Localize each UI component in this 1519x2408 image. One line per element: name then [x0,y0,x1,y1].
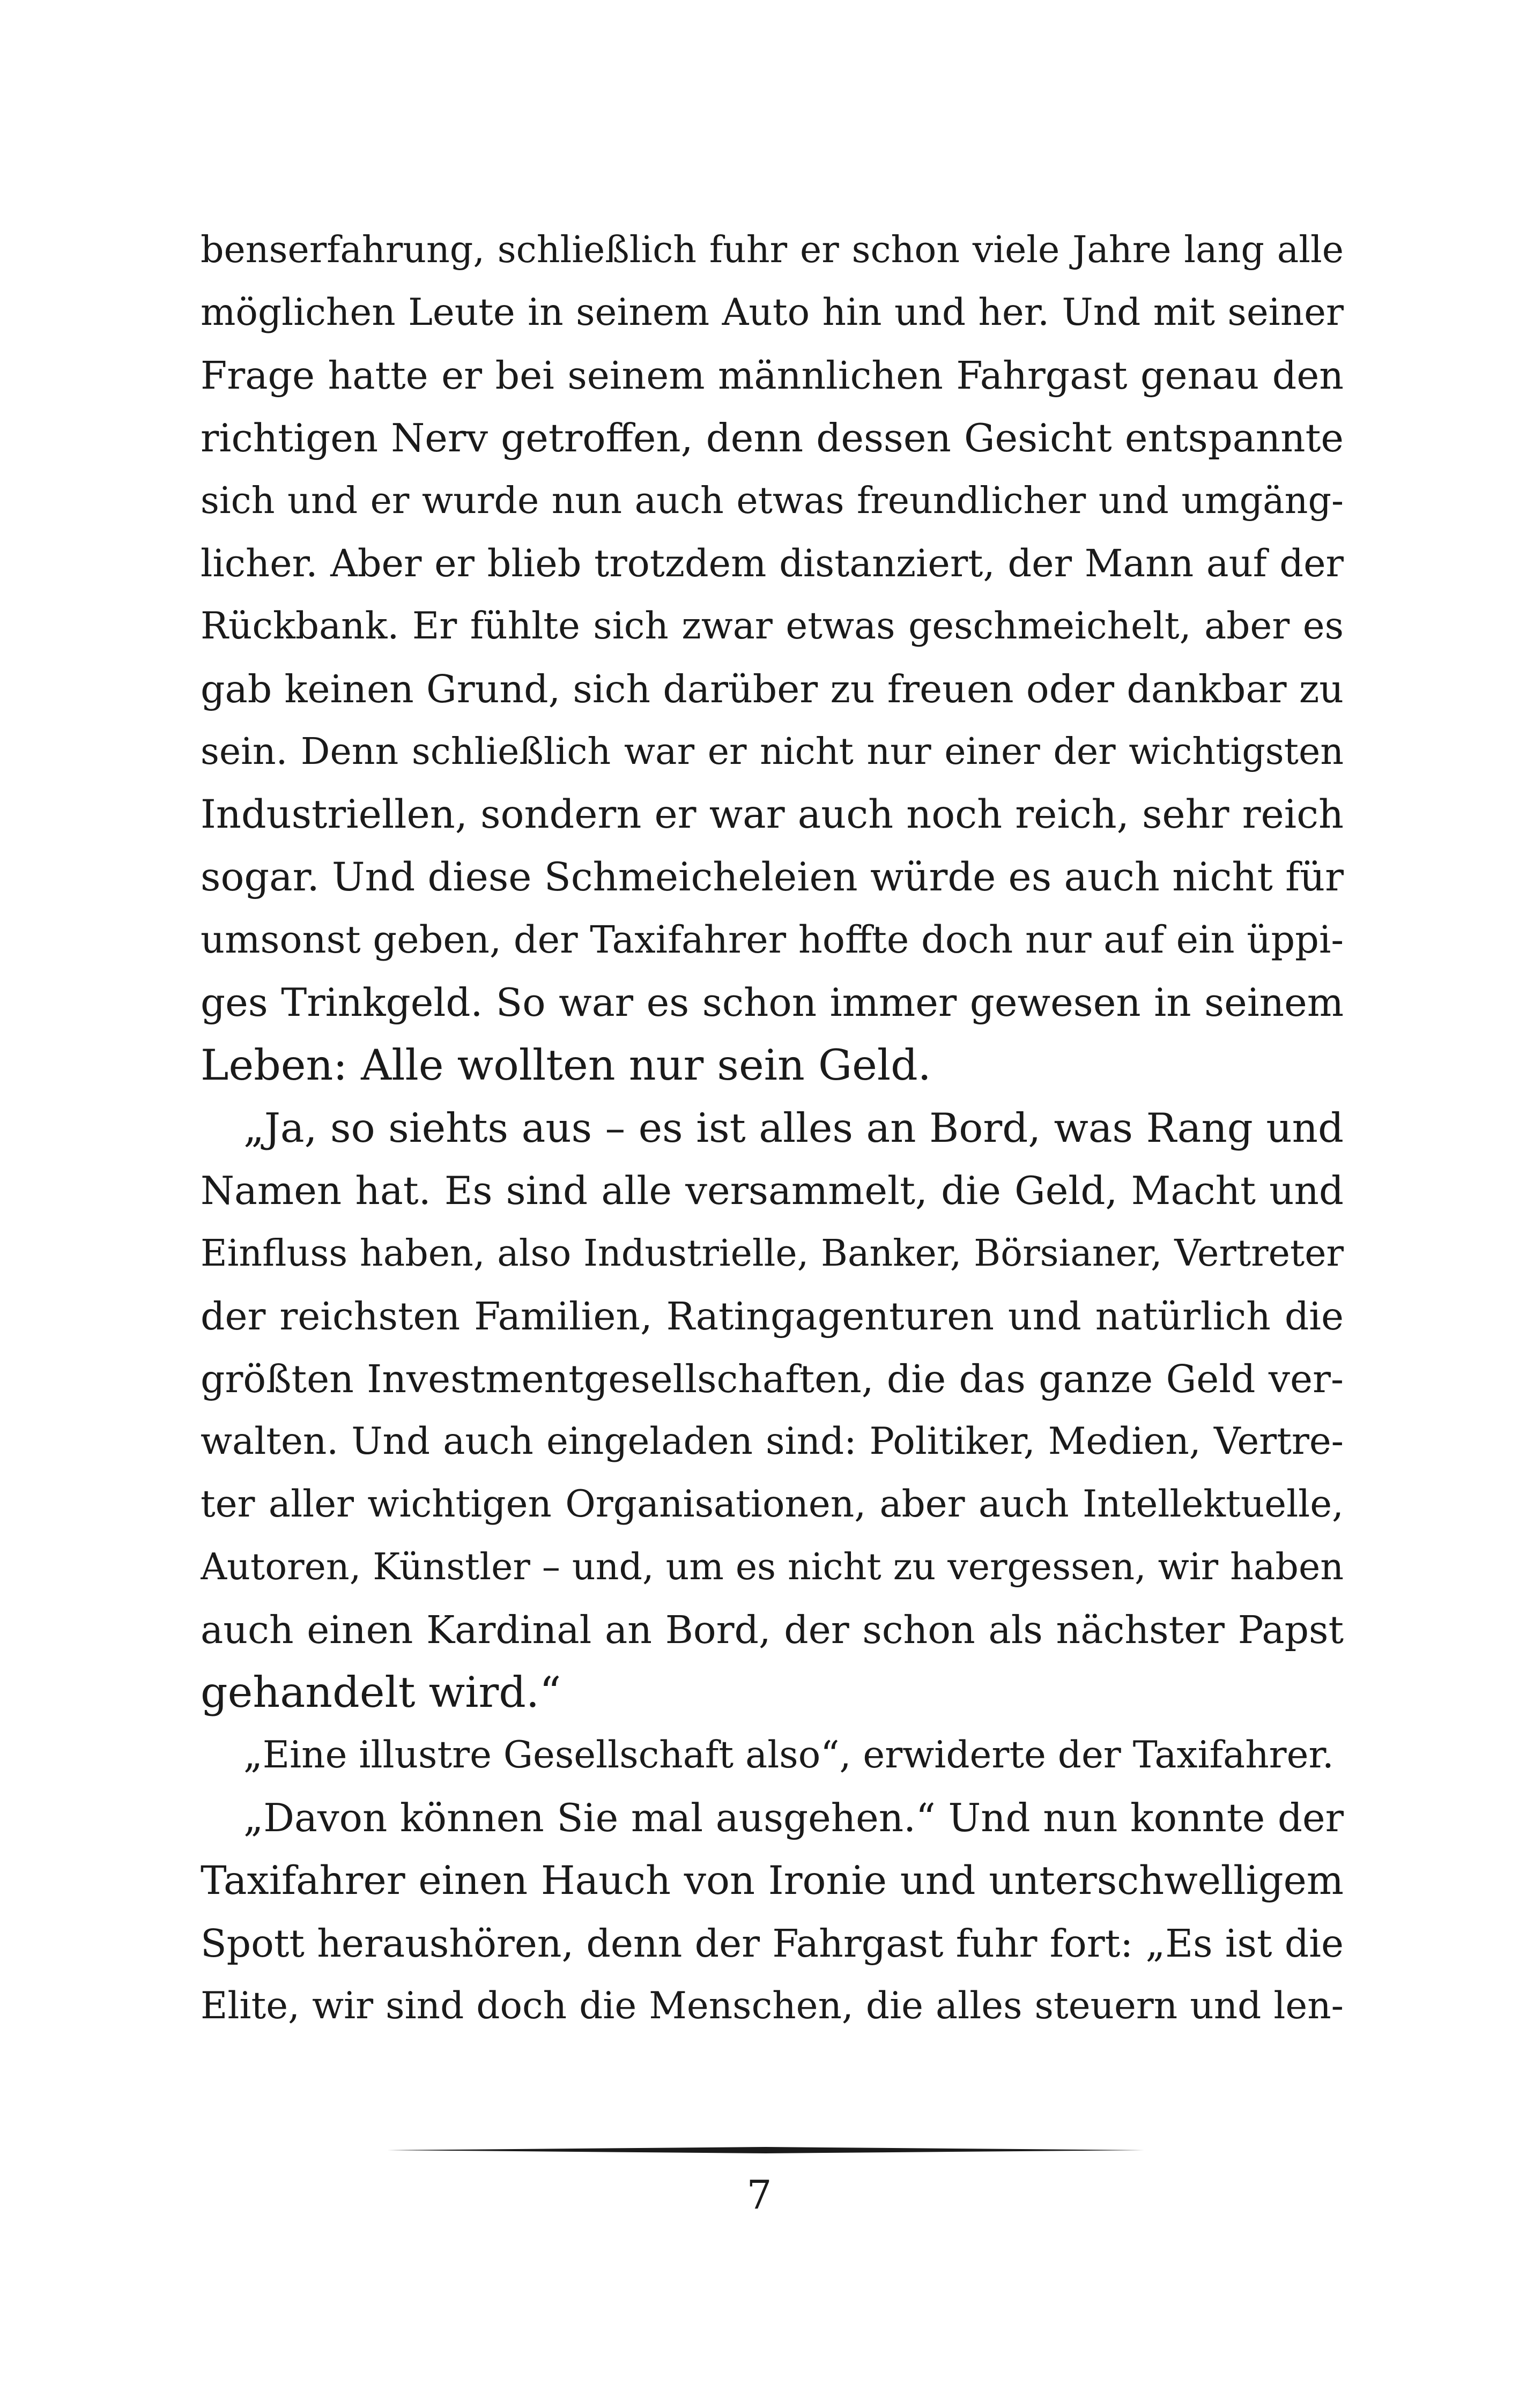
text-line: sogar. Und diese Schmeicheleien würde es auch nicht für [201,854,1344,900]
footer-divider [387,2146,1144,2154]
text-line: „Eine illustre Gesellschaft also“, erwiderte der Taxifahrer. [243,1734,1334,1777]
text-line: „Ja, so siehts aus – es ist alles an Bord, was Rang und [243,1104,1344,1151]
text-line: umsonst geben, der Taxifahrer hoffte doch nur auf ein üppi- [201,918,1344,962]
text-line: Einfluss haben, also Industrielle, Banker, Börsianer, Vertreter [201,1232,1344,1275]
text-line: Rückbank. Er fühlte sich zwar etwas geschmeichelt, aber es [201,605,1344,648]
text-line: Frage hatte er bei seinem männlichen Fahrgast genau den [201,353,1344,398]
text-line: Taxifahrer einen Hauch von Ironie und unterschwelligem [201,1858,1344,1904]
text-line: walten. Und auch eingeladen sind: Politiker, Medien, Vertre- [201,1420,1344,1463]
text-line: möglichen Leute in seinem Auto hin und her. Und mit seiner [201,291,1344,334]
text-line: gab keinen Grund, sich darüber zu freuen oder dankbar zu [201,667,1344,711]
text-line: sich und er wurde nun auch etwas freundlicher und umgäng- [201,480,1344,522]
text-line: ter aller wichtigen Organisationen, aber auch Intellektuelle, [201,1483,1344,1526]
text-line: richtigen Nerv getroffen, denn dessen Gesicht entspannte [201,415,1344,460]
text-line: auch einen Kardinal an Bord, der schon als nächster Papst [201,1608,1344,1652]
text-line: licher. Aber er blieb trotzdem distanziert, der Mann auf der [201,541,1344,585]
text-line: Leben: Alle wollten nur sein Geld. [201,1041,931,1090]
text-line: ges Trinkgeld. So war es schon immer gewesen in seinem [201,980,1344,1025]
text-line: größten Investmentgesellschaften, die das ganze Geld ver- [201,1357,1344,1401]
page-number: 7 [746,2172,772,2218]
text-line: Autoren, Künstler – und, um es nicht zu vergessen, wir haben [201,1546,1344,1588]
tapered-rule [387,2146,1144,2154]
text-line: „Davon können Sie mal ausgehen.“ Und nun konnte der [243,1795,1344,1840]
text-line: sein. Denn schließlich war er nicht nur einer der wichtigsten [201,731,1344,773]
text-line: Industriellen, sondern er war auch noch reich, sehr reich [201,792,1344,837]
body-text [201,219,1344,2038]
text-line: benserfahrung, schließlich fuhr er schon viele Jahre lang alle [201,229,1344,271]
text-line: Namen hat. Es sind alle versammelt, die Geld, Macht und [201,1168,1344,1213]
text-line: Elite, wir sind doch die Menschen, die alles steuern und len- [201,1985,1344,2027]
text-line: Spott heraushören, denn der Fahrgast fuhr fort: „Es ist die [201,1921,1344,1966]
text-line: der reichsten Familien, Ratingagenturen und natürlich die [201,1294,1344,1339]
text-line: gehandelt wird.“ [201,1668,561,1717]
